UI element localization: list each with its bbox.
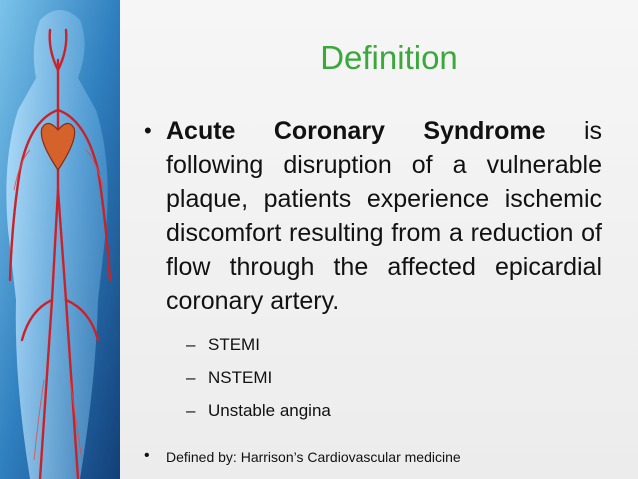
slide-body	[144, 114, 602, 427]
bullet-text: is following disruption of a vulnerable plaque, patients experience ischemic discomfort resulting from a reduction of flow through the affected epicardial coronary artery.	[166, 117, 602, 315]
list-item	[186, 394, 602, 427]
dash-icon: –	[186, 401, 196, 420]
list-item-label: NSTEMI	[208, 368, 273, 387]
list-item-label: Unstable angina	[208, 401, 331, 420]
list-item	[186, 328, 602, 361]
list-item	[186, 361, 602, 394]
bullet-term: Acute Coronary Syndrome	[166, 117, 546, 145]
bullet-dot-icon: •	[144, 118, 152, 143]
reference-text: Defined by: Harrison’s Cardiovascular medicine	[166, 449, 461, 465]
sub-list	[186, 328, 602, 427]
definition-bullet	[144, 114, 602, 318]
dash-icon: –	[186, 368, 196, 387]
dash-icon: –	[186, 335, 196, 354]
reference-note	[144, 447, 461, 465]
list-item-label: STEMI	[208, 335, 260, 354]
bullet-dot-icon: •	[144, 447, 150, 464]
slide-title: Definition	[320, 39, 458, 76]
anatomy-illustration	[0, 0, 120, 479]
